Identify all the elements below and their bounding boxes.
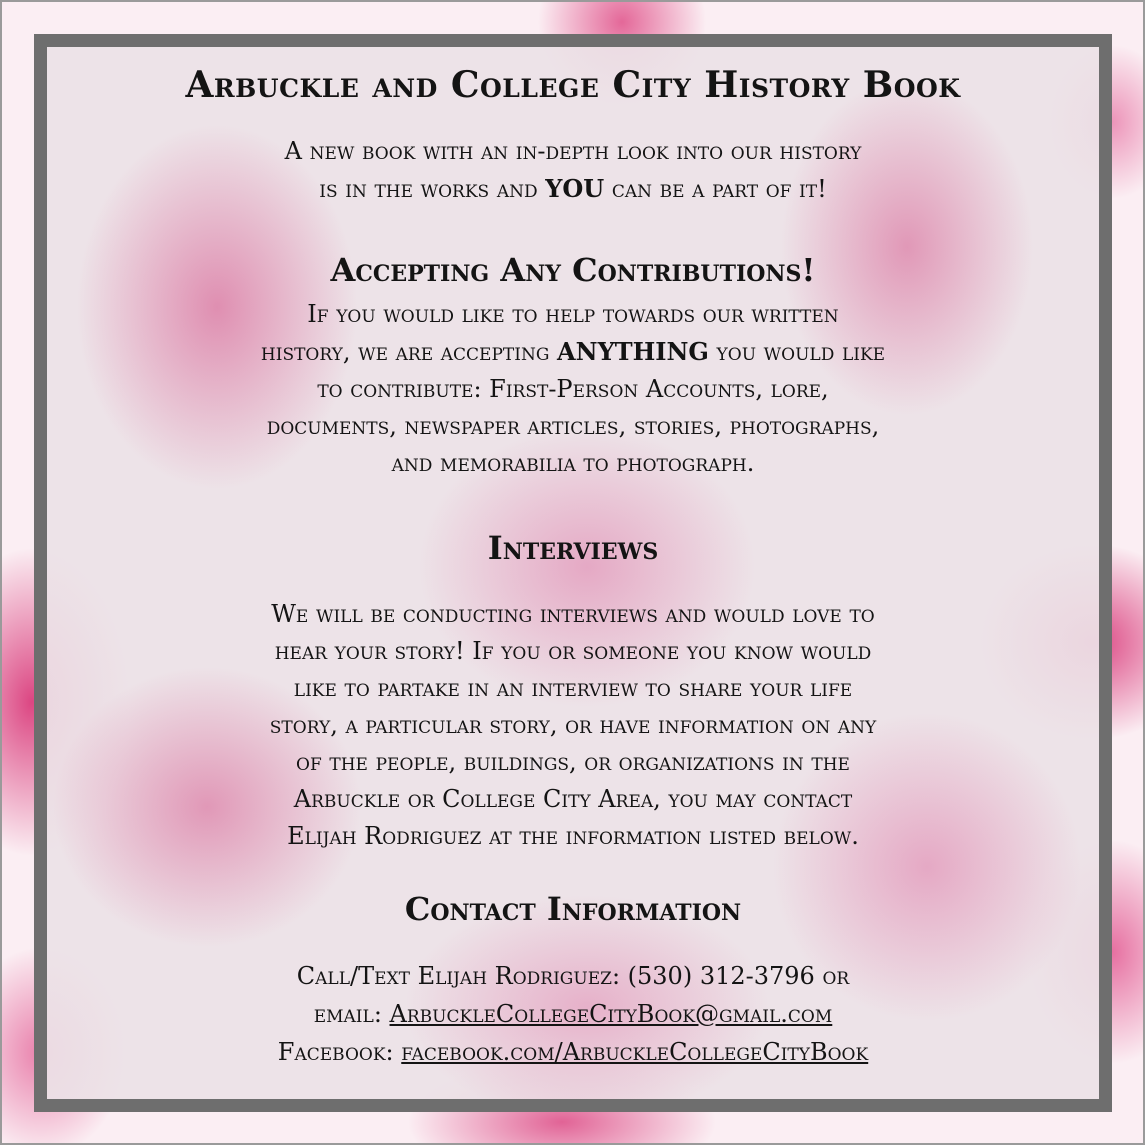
intro-text-end: can be a part of it! bbox=[604, 175, 827, 203]
contact-heading: Contact Information bbox=[404, 890, 742, 928]
contributions-line-1: If you would like to help towards our written bbox=[307, 300, 839, 328]
contributions-emphasis: ANYTHING bbox=[557, 337, 709, 366]
interviews-line-1: We will be conducting interviews and would love to bbox=[271, 600, 875, 628]
contact-email-line bbox=[47, 995, 1099, 1033]
page-title: Arbuckle and College City History Book bbox=[185, 64, 961, 106]
flyer-panel bbox=[34, 34, 1112, 1112]
intro-line-2 bbox=[47, 170, 1099, 208]
intro-line-1: A new book with an in-depth look into our history bbox=[284, 137, 862, 165]
contact-paragraph bbox=[47, 957, 1099, 1071]
contributions-paragraph bbox=[47, 296, 1099, 482]
interviews-line-4: story, a particular story, or have information on any bbox=[269, 711, 877, 739]
intro-emphasis: YOU bbox=[545, 174, 605, 203]
intro-paragraph bbox=[47, 133, 1099, 208]
interviews-line-3: like to partake in an interview to share your life bbox=[293, 674, 853, 702]
flyer-content bbox=[47, 47, 1099, 1071]
contact-facebook-line bbox=[47, 1033, 1099, 1071]
contributions-line-5: and memorabilia to photograph. bbox=[391, 449, 755, 477]
interviews-heading: Interviews bbox=[487, 529, 659, 567]
contributions-text-end: you would like bbox=[708, 338, 886, 366]
contributions-heading: Accepting Any Contributions! bbox=[330, 251, 816, 289]
contributions-line-3: to contribute: First-Person Accounts, lore, bbox=[317, 375, 829, 403]
contributions-line-2 bbox=[47, 333, 1099, 371]
email-label: email: bbox=[313, 1000, 390, 1028]
interviews-line-2: hear your story! If you or someone you know would bbox=[274, 637, 872, 665]
facebook-label: Facebook: bbox=[277, 1038, 402, 1066]
interviews-line-7: Elijah Rodriguez at the information listed below. bbox=[287, 822, 859, 850]
intro-text: is in the works and bbox=[319, 175, 546, 203]
email-link[interactable]: ArbuckleCollegeCityBook@gmail.com bbox=[389, 1000, 833, 1028]
contributions-text: history, we are accepting bbox=[260, 338, 558, 366]
contact-phone-line: Call/Text Elijah Rodriguez: (530) 312-3796 or bbox=[296, 962, 850, 990]
interviews-paragraph bbox=[47, 596, 1099, 855]
interviews-line-5: of the people, buildings, or organizations in the bbox=[296, 748, 850, 776]
interviews-line-6: Arbuckle or College City Area, you may contact bbox=[293, 785, 853, 813]
facebook-link[interactable]: facebook.com/ArbuckleCollegeCityBook bbox=[401, 1038, 869, 1066]
contributions-line-4: documents, newspaper articles, stories, photographs, bbox=[266, 412, 880, 440]
